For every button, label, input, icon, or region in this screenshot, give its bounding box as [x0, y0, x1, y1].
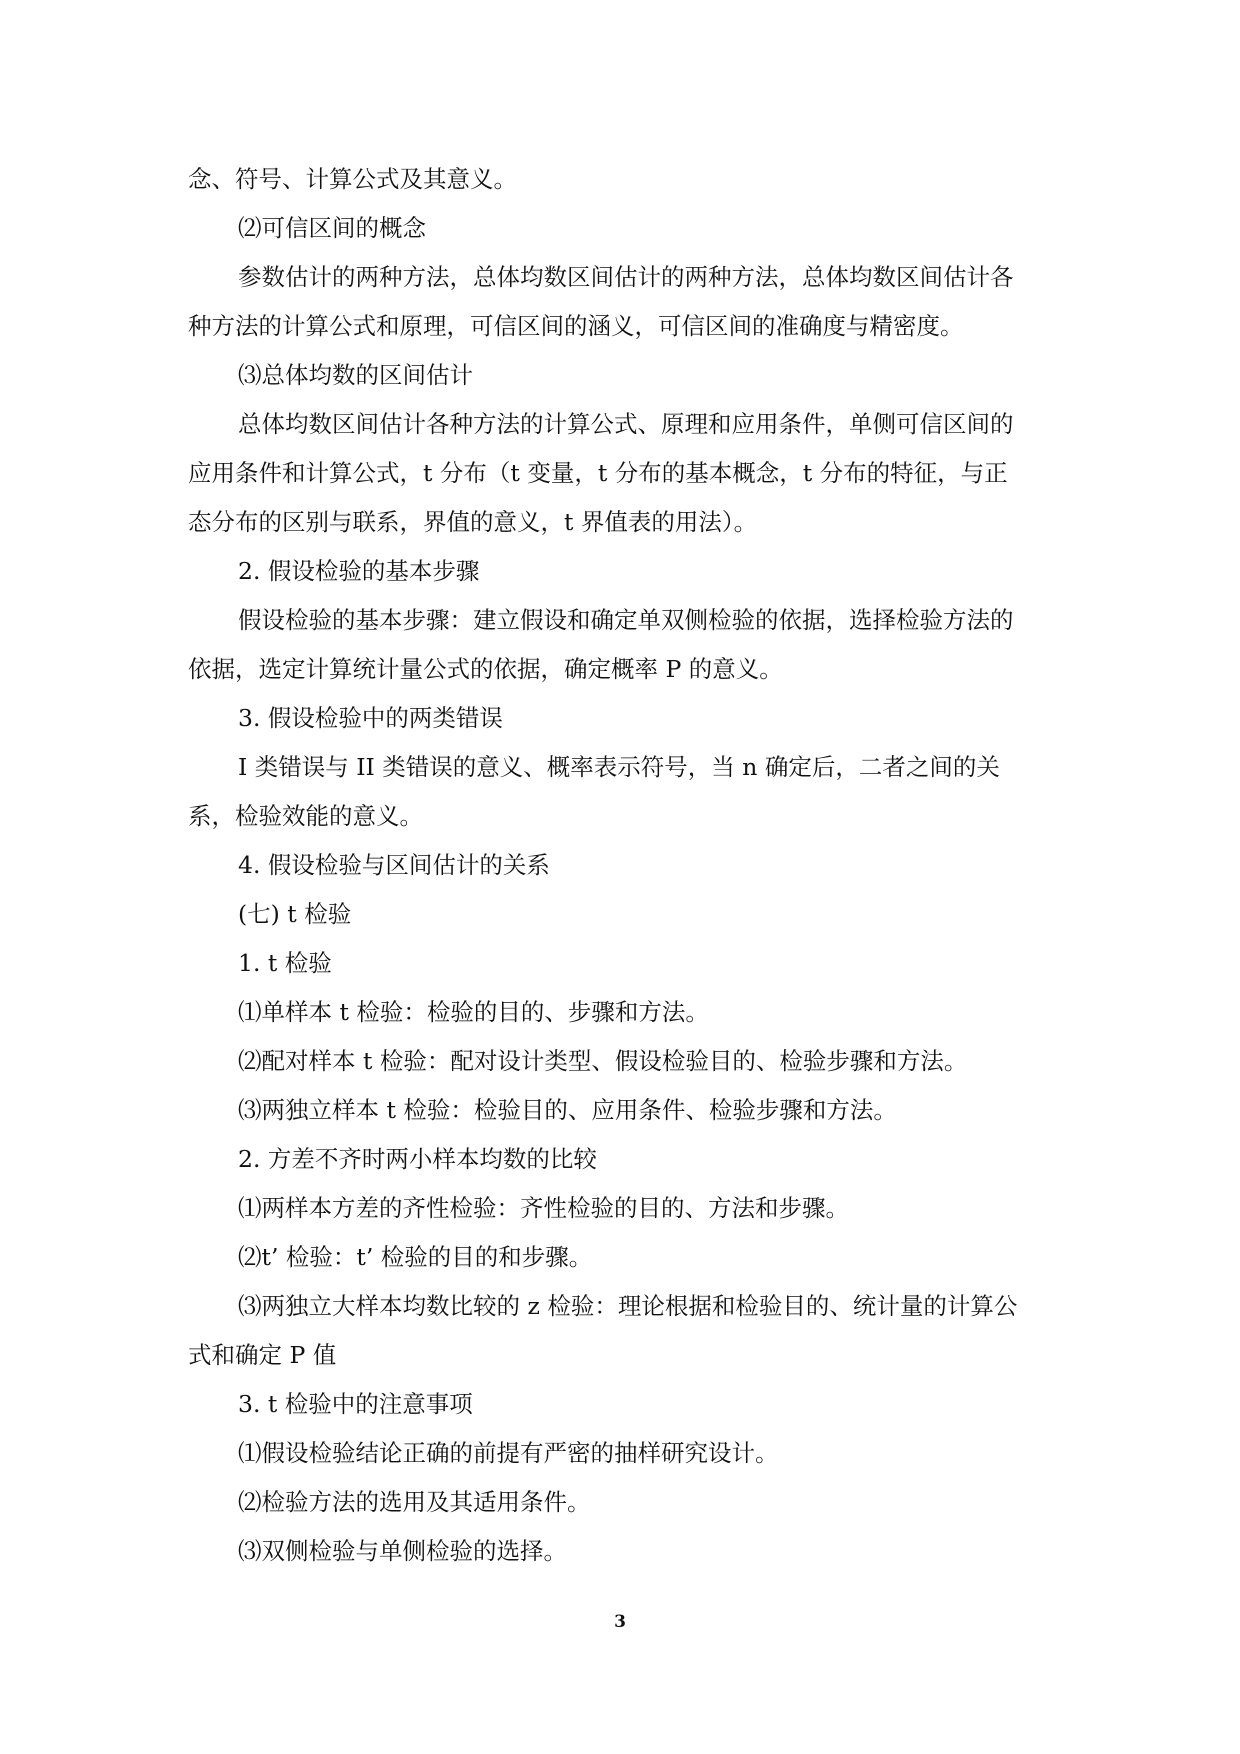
text-line: 2. 方差不齐时两小样本均数的比较	[238, 1145, 597, 1173]
text-line: 应用条件和计算公式，t 分布（t 变量，t 分布的基本概念，t 分布的特征，与正	[188, 459, 1008, 487]
text-line: 3. t 检验中的注意事项	[238, 1390, 473, 1418]
text-line: 种方法的计算公式和原理，可信区间的涵义，可信区间的准确度与精密度。	[188, 312, 964, 340]
page-number: 3	[614, 1612, 626, 1632]
text-line: 3. 假设检验中的两类错误	[238, 704, 503, 732]
text-line: 系，检验效能的意义。	[188, 802, 423, 830]
text-line: ⑵检验方法的选用及其适用条件。	[238, 1488, 591, 1516]
text-line: 参数估计的两种方法，总体均数区间估计的两种方法，总体均数区间估计各	[238, 263, 1014, 291]
text-line: 2. 假设检验的基本步骤	[238, 557, 480, 585]
text-line: (七) t 检验	[238, 900, 352, 928]
text-line: ⑴单样本 t 检验：检验的目的、步骤和方法。	[238, 998, 709, 1026]
text-line: ⑴两样本方差的齐性检验：齐性检验的目的、方法和步骤。	[238, 1194, 849, 1222]
text-line: 4. 假设检验与区间估计的关系	[238, 851, 550, 879]
text-line: ⑶两独立大样本均数比较的 z 检验：理论根据和检验目的、统计量的计算公	[238, 1292, 1018, 1320]
text-line: 式和确定 P 值	[188, 1341, 337, 1369]
text-line: 依据，选定计算统计量公式的依据，确定概率 P 的意义。	[188, 655, 783, 683]
text-line: 态分布的区别与联系，界值的意义，t 界值表的用法）。	[188, 508, 758, 536]
text-line: ⑶总体均数的区间估计	[238, 361, 473, 389]
text-line: ⑵t’ 检验：t’ 检验的目的和步骤。	[238, 1243, 593, 1271]
text-line: 总体均数区间估计各种方法的计算公式、原理和应用条件，单侧可信区间的	[238, 410, 1014, 438]
text-line: 假设检验的基本步骤：建立假设和确定单双侧检验的依据，选择检验方法的	[238, 606, 1014, 634]
text-line: ⑶两独立样本 t 检验：检验目的、应用条件、检验步骤和方法。	[238, 1096, 897, 1124]
text-line: ⑶双侧检验与单侧检验的选择。	[238, 1537, 567, 1565]
text-line: ⑴假设检验结论正确的前提有严密的抽样研究设计。	[238, 1439, 779, 1467]
text-line: I 类错误与 II 类错误的意义、概率表示符号，当 n 确定后，二者之间的关	[238, 753, 1000, 781]
page-body	[188, 155, 1068, 1576]
text-line: 念、符号、计算公式及其意义。	[188, 165, 517, 193]
text-line: ⑵配对样本 t 检验：配对设计类型、假设检验目的、检验步骤和方法。	[238, 1047, 968, 1075]
text-line: ⑵可信区间的概念	[238, 214, 426, 242]
text-line: 1. t 检验	[238, 949, 332, 977]
